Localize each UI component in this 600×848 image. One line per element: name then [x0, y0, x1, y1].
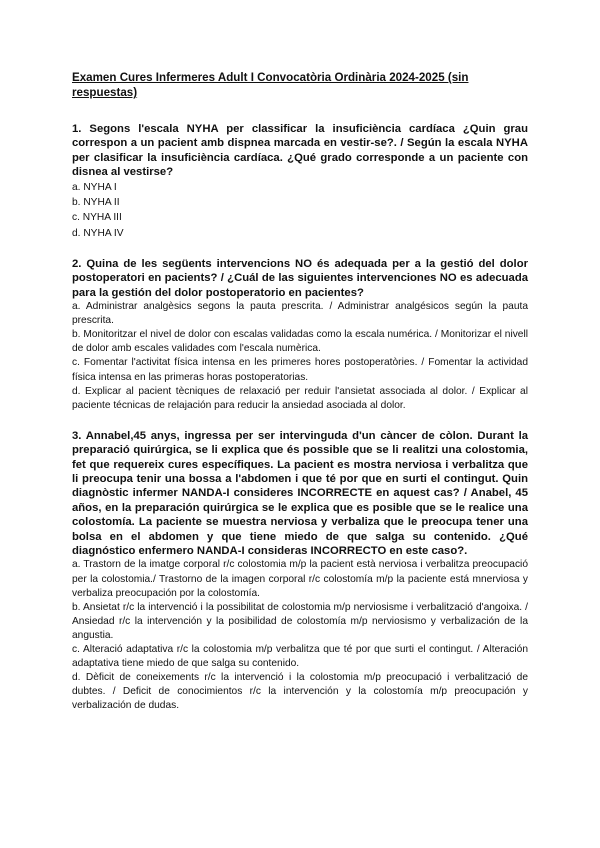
answer-options — [72, 300, 528, 413]
question-stem: 3. Annabel,45 anys, ingressa per ser intervinguda d'un càncer de còlon. Durant la preparació quirúrgica, se li explica que és possible que se li realitzi una colostomia, fet que requereix cures específiques. La pacient es mostra nerviosa i verbalitza que li preocupa tenir una bossa a l'abdomen i que té por que en surti el contingut. Quin diagnòstic infermer NANDA-I consideres INCORRECTE en aquest cas? / Anabel, 45 años, en la preparación quirúrgica se le explica que es posible que se le realice una colostomía. La paciente se muestra nerviosa y verbaliza que le preocupa tener una bolsa en el abdomen y que tiene miedo de que salga su contenido. ¿Qué diagnóstico enfermero NANDA-I consideras INCORRECTO en este caso?. — [72, 429, 528, 558]
answer-option-c: c. NYHA III — [72, 212, 122, 224]
answer-option-d: d. Explicar al pacient tècniques de relaxació per reduir l'ansietat associada al dolor. / Explicar al paciente técnicas de relajación para reducir la ansiedad asociada al dolor. — [72, 385, 528, 411]
answer-options — [72, 558, 528, 713]
answer-option-c: c. Fomentar l'activitat física intensa en les primeres hores postoperatòries. / Fomentar la actividad física intensa en las primeras horas postoperatorias. — [72, 357, 528, 383]
answer-option-b: b. Monitoritzar el nivel de dolor con escalas validadas como la escala numérica. / Monitorizar el nivell de dolor amb escales validades com l'escala numèrica. — [72, 329, 528, 355]
answer-option-d: d. Dèficit de coneixements r/c la intervenció i la colostomia m/p preocupació i verbalització de dubtes. / Deficit de conocimientos r/c la intervención y la colostomía m/p preocupación y verbalización de dudas. — [72, 672, 528, 712]
answer-option-c: c. Alteració adaptativa r/c la colostomia m/p verbalitza que té por que surti el contingut. / Alteración adaptativa tiene miedo de que salga su contenido. — [72, 644, 528, 670]
answer-option-d: d. NYHA IV — [72, 227, 124, 239]
question-stem: 2. Quina de les següents intervencions NO és adequada per a la gestió del dolor postoperatori en pacients? / ¿Cuál de las siguientes intervenciones NO es adecuada para la gestión del dolor postoperatorio en pacientes? — [72, 257, 528, 299]
answer-option-a: a. Trastorn de la imatge corporal r/c colostomia m/p la pacient està nerviosa i verbalitza preocupació per la colostomia./ Trastorno de la imagen corporal r/c colostomía m/p la paciente está mnerviosa y verbaliza preocupación por la colostomía. — [72, 559, 528, 599]
question-3 — [72, 429, 528, 714]
answer-option-b: b. Ansietat r/c la intervenció i la possibilitat de colostomia m/p nerviosisme i verbalització d'angoixa. / Ansiedad r/c la intervención y la posibilidad de colostomía m/p nerviosismo y verbalización de la angustia. — [72, 601, 528, 641]
question-2 — [72, 257, 528, 413]
answer-option-b: b. NYHA II — [72, 196, 120, 208]
document-title: Examen Cures Infermeres Adult I Convocatòria Ordinària 2024-2025 (sin respuestas) — [72, 71, 469, 99]
answer-options — [72, 180, 528, 241]
document-page — [72, 70, 528, 729]
question-stem: 1. Segons l'escala NYHA per classificar la insuficiència cardíaca ¿Quin grau correspon a un pacient amb dispnea marcada en vestir-se?. / Según la escala NYHA per clasificar la insuficiència cardíaca. ¿Qué grado corresponde a un paciente con disnea al vestirse? — [72, 123, 528, 179]
answer-option-a: a. NYHA I — [72, 181, 117, 193]
question-1 — [72, 122, 528, 241]
answer-option-a: a. Administrar analgèsics segons la pauta prescrita. / Administrar analgésicos según la pauta prescrita. — [72, 301, 528, 327]
